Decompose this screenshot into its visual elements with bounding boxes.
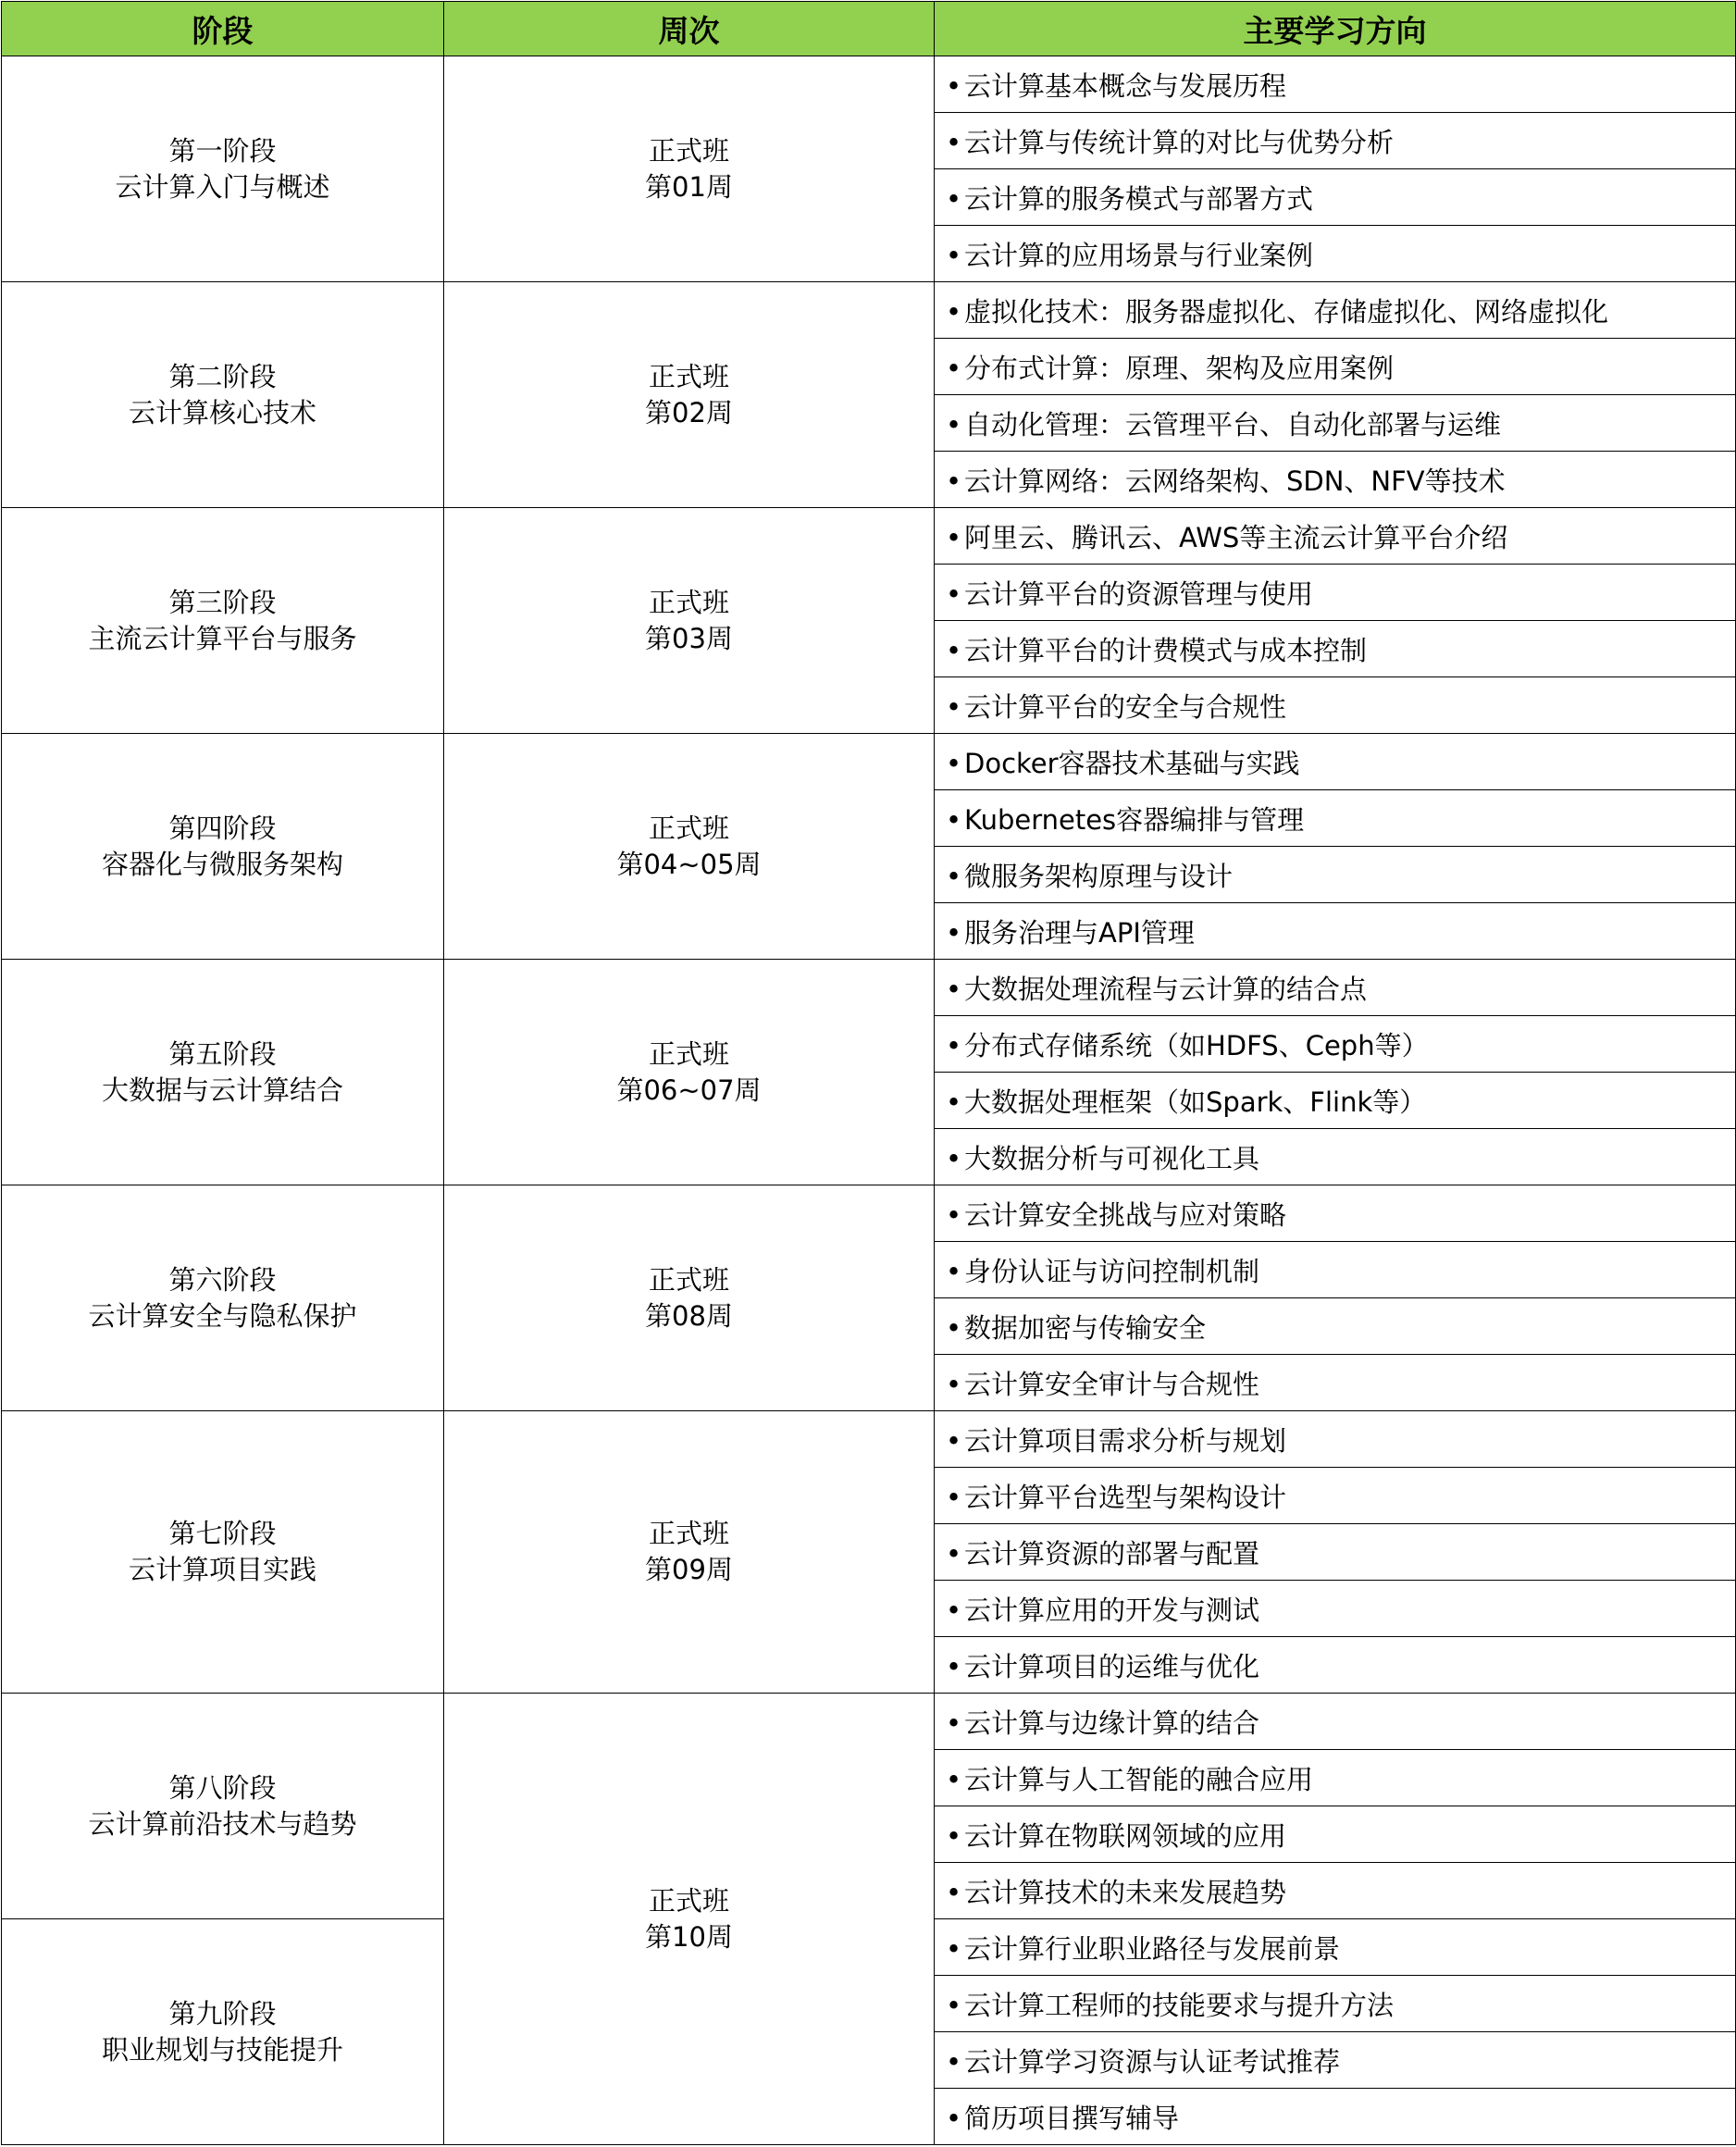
topic-text: 云计算应用的开发与测试 (964, 1594, 1260, 1626)
bullet-icon: • (946, 1255, 962, 1287)
topic-cell (935, 1298, 1736, 1355)
bullet-icon: • (946, 1819, 962, 1852)
topic-text: 云计算工程师的技能要求与提升方法 (964, 1989, 1395, 2021)
stage-cell (2, 56, 444, 282)
topic-cell (935, 452, 1736, 508)
topic-cell (935, 1073, 1736, 1129)
stage-name: 容器化与微服务架构 (101, 848, 343, 880)
bullet-icon: • (946, 690, 962, 723)
bullet-icon: • (946, 1029, 962, 1061)
topic-row (2, 734, 1736, 790)
week-cell (444, 960, 935, 1185)
topic-cell (935, 1129, 1736, 1185)
bullet-icon: • (946, 634, 962, 666)
topic-cell (935, 169, 1736, 226)
bullet-icon: • (946, 1198, 962, 1231)
class-type: 正式班 (648, 1037, 729, 1070)
topic-text: 自动化管理：云管理平台、自动化部署与运维 (964, 408, 1502, 441)
topic-row (2, 282, 1736, 339)
header-week: 周次 (444, 2, 935, 56)
topic-text: 简历项目撰写辅导 (964, 2102, 1180, 2134)
topic-text: 分布式存储系统（如HDFS、Ceph等） (964, 1029, 1429, 1061)
topic-cell (935, 2032, 1736, 2089)
stage-name: 云计算核心技术 (128, 396, 316, 428)
bullet-icon: • (946, 1594, 962, 1626)
topic-text: 云计算行业职业路径与发展前景 (964, 1932, 1341, 1965)
topic-text: 大数据处理流程与云计算的结合点 (964, 973, 1368, 1005)
bullet-icon: • (946, 1086, 962, 1118)
week-range: 第02周 (645, 396, 733, 428)
week-range: 第08周 (645, 1299, 733, 1332)
bullet-icon: • (946, 747, 962, 779)
bullet-icon: • (946, 916, 962, 949)
topic-text: 云计算项目需求分析与规划 (964, 1424, 1287, 1457)
topic-cell (935, 339, 1736, 395)
topic-text: 云计算资源的部署与配置 (964, 1537, 1260, 1570)
topic-cell (935, 1581, 1736, 1637)
topic-text: 阿里云、腾讯云、AWS等主流云计算平台介绍 (964, 521, 1508, 553)
topic-cell (935, 508, 1736, 565)
topic-cell (935, 2089, 1736, 2145)
bullet-icon: • (946, 521, 962, 553)
stage-number: 第二阶段 (168, 360, 277, 392)
topic-text: 云计算项目的运维与优化 (964, 1650, 1260, 1682)
topic-cell (935, 226, 1736, 282)
topic-cell (935, 1806, 1736, 1863)
topic-cell (935, 565, 1736, 621)
topic-cell (935, 847, 1736, 903)
week-cell (444, 1694, 935, 2145)
topic-text: 云计算学习资源与认证考试推荐 (964, 2045, 1341, 2078)
class-type: 正式班 (648, 586, 729, 618)
topic-text: 服务治理与API管理 (964, 916, 1195, 949)
bullet-icon: • (946, 1311, 962, 1344)
topic-text: 云计算在物联网领域的应用 (964, 1819, 1287, 1852)
class-type: 正式班 (648, 1263, 729, 1296)
stage-number: 第三阶段 (168, 586, 277, 618)
stage-number: 第四阶段 (168, 812, 277, 844)
topic-text: 云计算平台选型与架构设计 (964, 1481, 1287, 1513)
bullet-icon: • (946, 295, 962, 328)
topic-text: 虚拟化技术：服务器虚拟化、存储虚拟化、网络虚拟化 (964, 295, 1609, 328)
bullet-icon: • (946, 182, 962, 215)
week-range: 第06~07周 (616, 1074, 762, 1106)
class-type: 正式班 (648, 1518, 729, 1549)
topic-text: 身份认证与访问控制机制 (964, 1255, 1260, 1287)
topic-cell (935, 790, 1736, 847)
topic-cell (935, 1976, 1736, 2032)
topic-row (2, 508, 1736, 565)
bullet-icon: • (946, 2102, 962, 2134)
bullet-icon: • (946, 860, 962, 892)
stage-cell (2, 508, 444, 734)
topic-cell (935, 677, 1736, 734)
stage-number: 第一阶段 (168, 134, 277, 167)
bullet-icon: • (946, 973, 962, 1005)
bullet-icon: • (946, 1706, 962, 1739)
stage-name: 大数据与云计算结合 (101, 1074, 343, 1106)
week-range: 第04~05周 (616, 848, 762, 880)
bullet-icon: • (946, 1481, 962, 1513)
topic-cell (935, 113, 1736, 169)
topic-text: 大数据处理框架（如Spark、Flink等） (964, 1086, 1427, 1118)
bullet-icon: • (946, 69, 962, 102)
topic-text: 云计算平台的计费模式与成本控制 (964, 634, 1368, 666)
topic-text: 大数据分析与可视化工具 (964, 1142, 1260, 1174)
topic-text: 云计算基本概念与发展历程 (964, 69, 1287, 102)
topic-text: 云计算网络：云网络架构、SDN、NFV等技术 (964, 465, 1506, 497)
header-direction: 主要学习方向 (935, 2, 1736, 56)
bullet-icon: • (946, 803, 962, 836)
week-cell (444, 734, 935, 960)
topic-cell (935, 621, 1736, 677)
stage-number: 第七阶段 (168, 1518, 277, 1549)
bullet-icon: • (946, 126, 962, 158)
bullet-icon: • (946, 1368, 962, 1400)
topic-text: Kubernetes容器编排与管理 (964, 803, 1305, 836)
class-type: 正式班 (648, 134, 729, 167)
bullet-icon: • (946, 2045, 962, 2078)
bullet-icon: • (946, 1932, 962, 1965)
topic-row (2, 960, 1736, 1016)
stage-name: 主流云计算平台与服务 (88, 622, 357, 654)
bullet-icon: • (946, 408, 962, 441)
topic-text: 云计算的服务模式与部署方式 (964, 182, 1314, 215)
stage-name: 云计算前沿技术与趋势 (88, 1807, 357, 1840)
topic-text: 云计算与边缘计算的结合 (964, 1706, 1260, 1739)
topic-cell (935, 56, 1736, 113)
week-cell (444, 282, 935, 508)
week-range: 第09周 (645, 1554, 733, 1585)
topic-text: 云计算与传统计算的对比与优势分析 (964, 126, 1395, 158)
week-cell (444, 1185, 935, 1411)
class-type: 正式班 (648, 1884, 729, 1917)
bullet-icon: • (946, 1424, 962, 1457)
bullet-icon: • (946, 465, 962, 497)
topic-cell (935, 1637, 1736, 1694)
table-body (2, 56, 1736, 2145)
class-type: 正式班 (648, 360, 729, 392)
topic-cell (935, 395, 1736, 452)
topic-cell (935, 1919, 1736, 1976)
topic-text: 云计算技术的未来发展趋势 (964, 1876, 1287, 1908)
bullet-icon: • (946, 1989, 962, 2021)
class-type: 正式班 (648, 812, 729, 844)
header-stage: 阶段 (2, 2, 444, 56)
topic-cell (935, 1242, 1736, 1298)
topic-cell (935, 1411, 1736, 1468)
topic-cell (935, 1016, 1736, 1073)
stage-name: 云计算入门与概述 (115, 170, 330, 203)
topic-text: 微服务架构原理与设计 (964, 860, 1234, 892)
stage-cell (2, 1694, 444, 1919)
stage-cell (2, 1185, 444, 1411)
topic-cell (935, 734, 1736, 790)
topic-cell (935, 282, 1736, 339)
topic-cell (935, 960, 1736, 1016)
bullet-icon: • (946, 239, 962, 271)
topic-cell (935, 1750, 1736, 1806)
stage-cell (2, 960, 444, 1185)
stage-number: 第六阶段 (168, 1263, 277, 1296)
bullet-icon: • (946, 577, 962, 610)
topic-row (2, 56, 1736, 113)
stage-number: 第五阶段 (168, 1037, 277, 1070)
bullet-icon: • (946, 1537, 962, 1570)
stage-number: 第九阶段 (168, 1997, 277, 2029)
topic-cell (935, 1468, 1736, 1524)
week-cell (444, 1411, 935, 1694)
topic-row (2, 1411, 1736, 1468)
topic-text: 云计算与人工智能的融合应用 (964, 1763, 1314, 1795)
topic-text: 分布式计算：原理、架构及应用案例 (964, 352, 1395, 384)
bullet-icon: • (946, 1650, 962, 1682)
week-range: 第03周 (645, 622, 733, 654)
week-range: 第10周 (645, 1920, 733, 1953)
bullet-icon: • (946, 1142, 962, 1174)
topic-cell (935, 1694, 1736, 1750)
stage-cell (2, 734, 444, 960)
topic-text: 云计算平台的资源管理与使用 (964, 577, 1314, 610)
stage-name: 职业规划与技能提升 (101, 2033, 343, 2066)
topic-text: 云计算安全挑战与应对策略 (964, 1198, 1287, 1231)
bullet-icon: • (946, 1876, 962, 1908)
header-row (2, 2, 1736, 56)
topic-cell (935, 903, 1736, 960)
week-cell (444, 56, 935, 282)
topic-text: 云计算平台的安全与合规性 (964, 690, 1287, 723)
stage-number: 第八阶段 (168, 1771, 277, 1804)
topic-row (2, 1185, 1736, 1242)
stage-cell (2, 1411, 444, 1694)
topic-text: Docker容器技术基础与实践 (964, 747, 1300, 779)
bullet-icon: • (946, 352, 962, 384)
stage-cell (2, 282, 444, 508)
topic-cell (935, 1524, 1736, 1581)
topic-cell (935, 1185, 1736, 1242)
stage-name: 云计算安全与隐私保护 (88, 1299, 357, 1332)
stage-cell (2, 1919, 444, 2145)
topic-text: 数据加密与传输安全 (964, 1311, 1207, 1344)
bullet-icon: • (946, 1763, 962, 1795)
topic-text: 云计算安全审计与合规性 (964, 1368, 1260, 1400)
week-cell (444, 508, 935, 734)
topic-cell (935, 1355, 1736, 1411)
topic-cell (935, 1863, 1736, 1919)
week-range: 第01周 (645, 170, 733, 203)
topic-row (2, 1694, 1736, 1750)
topic-text: 云计算的应用场景与行业案例 (964, 239, 1314, 271)
stage-name: 云计算项目实践 (128, 1554, 316, 1585)
curriculum-table (1, 1, 1736, 2145)
